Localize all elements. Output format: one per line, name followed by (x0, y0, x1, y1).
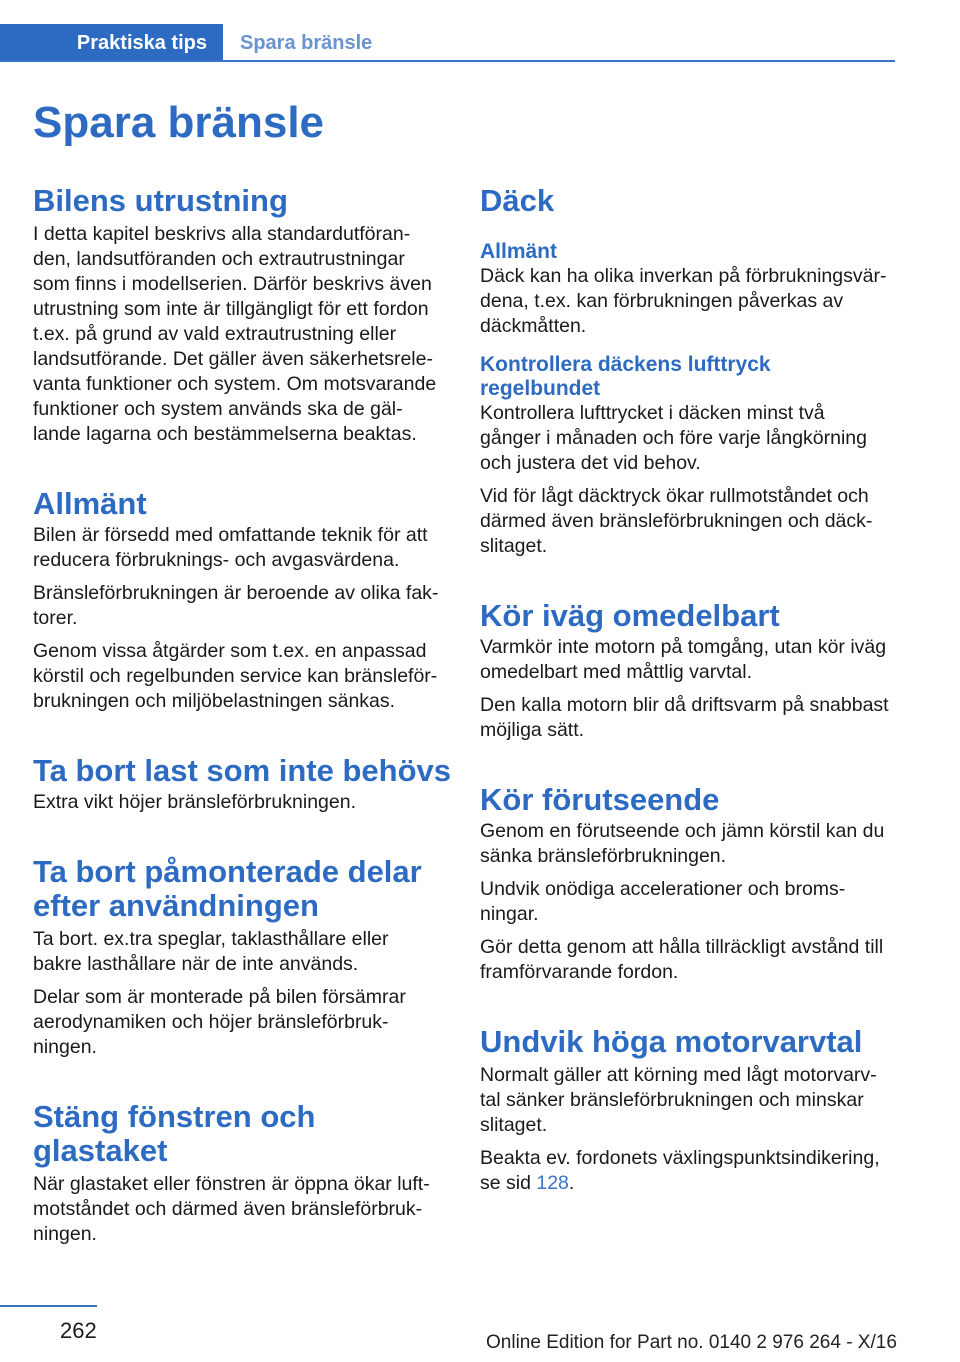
text-line: . (568, 1172, 575, 1194)
text-line: slitaget. (480, 535, 548, 557)
heading-ta-bort-pamonterade (33, 855, 451, 923)
text-line: Kontrollera däckens lufttryck (480, 353, 771, 376)
text-line: körstil och regelbunden service kan bränsleför- (33, 665, 438, 687)
paragraph (480, 693, 898, 743)
paragraph (480, 877, 898, 927)
paragraph (33, 1172, 451, 1247)
page-link-128[interactable]: 128 (536, 1172, 569, 1194)
text-line: Genom vissa åtgärder som t.ex. en anpassad (33, 640, 427, 662)
edition-info: Online Edition for Part no. 0140 2 976 264 - X/16 (486, 1332, 897, 1353)
heading-kor-ivag: Kör iväg omedelbart (480, 598, 780, 633)
header-divider (0, 60, 895, 62)
text-line: möjliga sätt. (480, 719, 585, 741)
text-line: Genom en förutseende och jämn körstil kan du (480, 820, 885, 842)
heading-dack: Däck (480, 183, 555, 218)
text-line: däckmåtten. (480, 315, 587, 337)
text-line: och justera det vid behov. (480, 452, 701, 474)
page-title: Spara bränsle (33, 98, 325, 147)
paragraph (480, 635, 898, 685)
paragraph (33, 639, 451, 714)
text-line: ningen. (33, 1223, 97, 1245)
text-line: Extra vikt höjer bränsleförbrukningen. (33, 791, 356, 813)
text-line: I detta kapitel beskrivs alla standardutföran- (33, 223, 411, 245)
text-line: framförvarande fordon. (480, 961, 679, 983)
left-column (33, 184, 451, 1247)
text-line: Normalt gäller att körning med lågt motorvarv- (480, 1064, 877, 1086)
heading-stang-fonstren: Stäng fönstren och glastaket (33, 1099, 316, 1168)
text-line: Delar som är monterade på bilen försämrar (33, 986, 406, 1008)
text-line: brukningen och miljöbelastningen sänkas. (33, 690, 396, 712)
text-line: därmed även bränsleförbrukningen och däck- (480, 510, 873, 532)
text-line: dena, t.ex. kan förbrukningen påverkas av (480, 290, 844, 312)
heading-allmant: Allmänt (33, 486, 147, 521)
text-line: bakre lasthållare när de inte används. (33, 953, 359, 975)
paragraph (480, 264, 898, 339)
text-line: Vid för lågt däcktryck ökar rullmotståndet och (480, 485, 869, 507)
text-line: Kontrollera lufttrycket i däcken minst två (480, 402, 825, 424)
paragraph (480, 1146, 898, 1196)
paragraph (33, 581, 451, 631)
text-line: efter användningen (33, 888, 319, 923)
text-line: motståndet och därmed även bränsleförbruk- (33, 1198, 423, 1220)
text-line: torer. (33, 607, 78, 629)
text-line: utrustning som inte är tillgängligt för ett fordon (33, 298, 429, 320)
text-line: reducera förbruknings- och avgasvärdena. (33, 549, 400, 571)
heading-ta-bort-last: Ta bort last som inte behövs (33, 753, 452, 788)
text-line: lande lagarna och bestämmelserna beaktas. (33, 423, 417, 445)
text-line: regelbundet (480, 377, 601, 400)
paragraph (480, 1063, 898, 1138)
text-line: Ta bort. ex.tra speglar, taklasthållare eller (33, 928, 389, 950)
text-line: se sid (480, 1172, 537, 1194)
tab-praktiska-tips[interactable]: Praktiska tips (0, 24, 223, 62)
right-column (480, 184, 898, 1196)
text-line: slitaget. (480, 1114, 548, 1136)
paragraph (33, 523, 451, 573)
text-line: den, landsutföranden och extrautrustningar (33, 248, 405, 270)
text-line: aerodynamiken och höjer bränsleförbruk- (33, 1011, 389, 1033)
text-line: omedelbart med måttlig varvtal. (480, 661, 753, 683)
paragraph (33, 985, 451, 1060)
text-line: ningar. (480, 903, 539, 925)
tab-spara-bransle[interactable]: Spara bränsle (240, 32, 373, 54)
page-number: 262 (60, 1318, 97, 1343)
text-line: funktioner och system används ska de gäl- (33, 398, 403, 420)
heading-kor-forutseende: Kör förutseende (480, 782, 720, 817)
paragraph (33, 927, 451, 977)
text-line: När glastaket eller fönstren är öppna ökar luft- (33, 1173, 430, 1195)
text-line: Ta bort påmonterade delar (33, 854, 422, 889)
text-line: Varmkör inte motorn på tomgång, utan kör iväg (480, 636, 887, 658)
text-line: ningen. (33, 1036, 97, 1058)
text-line: vanta funktioner och system. Om motsvarande (33, 373, 437, 395)
text-line: landsutförande. Det gäller även säkerhetsrele- (33, 348, 433, 370)
text-line: Bränsleförbrukningen är beroende av olika fak- (33, 582, 439, 604)
text-line: gånger i månaden och före varje långkörning (480, 427, 868, 449)
subheading-allmant: Allmänt (480, 240, 558, 263)
text-line: t.ex. på grund av vald extrautrustning eller (33, 323, 397, 345)
paragraph (480, 401, 898, 476)
text-line: tal sänker bränsleförbrukningen och minskar (480, 1089, 864, 1111)
paragraph (33, 222, 451, 447)
text-line: som finns i modellserien. Därför beskrivs även (33, 273, 432, 295)
paragraph (33, 790, 451, 815)
footer-divider (0, 1305, 97, 1307)
text-line: sänka bränsleförbrukningen. (480, 845, 727, 867)
heading-bilens-utrustning: Bilens utrustning (33, 183, 288, 218)
text-line: Den kalla motorn blir då driftsvarm på snabbast (480, 694, 889, 716)
text-line: Gör detta genom att hålla tillräckligt avstånd till (480, 936, 884, 958)
subheading-kontrollera-lufttryck (480, 353, 898, 401)
paragraph (480, 935, 898, 985)
text-line: Undvik onödiga accelerationer och broms- (480, 878, 846, 900)
text-line: Däck kan ha olika inverkan på förbrukningsvär- (480, 265, 887, 287)
heading-undvik-hoga: Undvik höga motorvarvtal (480, 1024, 863, 1059)
paragraph (480, 484, 898, 559)
paragraph (480, 819, 898, 869)
text-line: Beakta ev. fordonets växlingspunktsindikering, (480, 1147, 880, 1169)
text-line: Bilen är försedd med omfattande teknik för att (33, 524, 428, 546)
